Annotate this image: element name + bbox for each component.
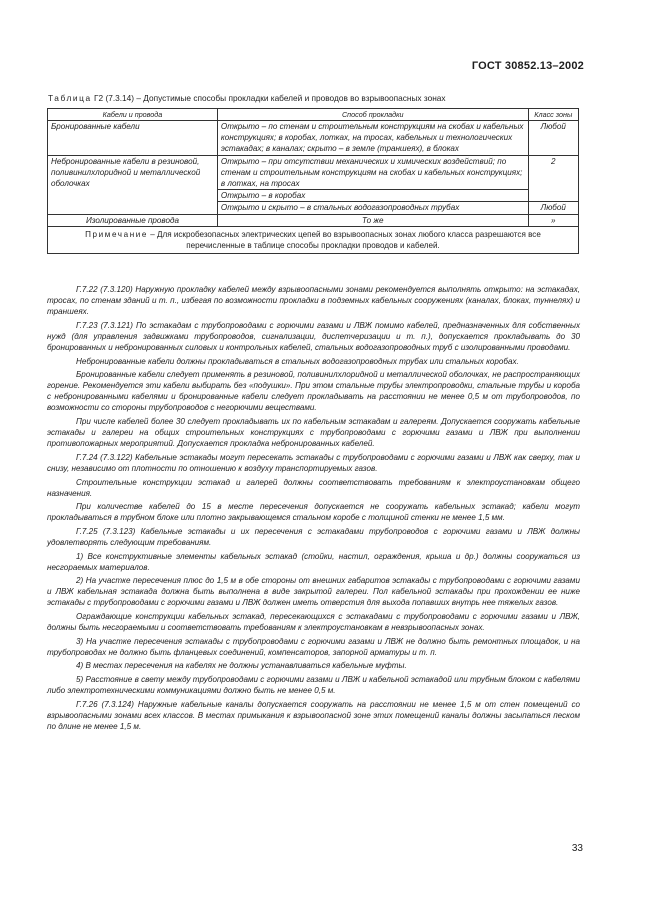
cell-cable-type: Изолированные провода xyxy=(48,214,218,226)
table-caption-title: Г2 (7.3.14) – Допустимые способы прокладки кабелей и проводов во взрывоопасных зонах xyxy=(91,93,446,103)
paragraph: Г.7.24 (7.3.122) Кабельные эстакады могут пересекать эстакады с трубопроводами с горючими газами и ЛВЖ как сверху, так и снизу, независимо от плотности по отношению к воздуху транспортируемых газов. xyxy=(47,452,580,473)
paragraph: При количестве кабелей до 15 в месте пересечения допускается не сооружать кабельных эстакад; кабели могут прокладываться в трубном блоке или плотно закрывающемся стальном коробе с толщиной стенки не менее 1,5 мм. xyxy=(47,502,580,523)
table-note-text: – Для искробезопасных электрических цепей во взрывоопасных зонах любого класса разрешаются все перечисленные в таблице способы прокладки проводов и кабелей. xyxy=(148,229,541,251)
document-body xyxy=(47,284,580,734)
paragraph: Строительные конструкции эстакад и галерей должны соответствовать требованиям к электроустановкам общего назначения. xyxy=(47,477,580,498)
paragraph: Г.7.22 (7.3.120) Наружную прокладку кабелей между взрывоопасными зонами рекомендуется выполнять открыто: на эстакадах, тросах, по стенам зданий и т. п., избегая по возможности прокладки в подземных кабельных сооружениях (каналах, блоках, туннелях) и траншеях. xyxy=(47,285,580,317)
paragraph: Г.7.25 (7.3.123) Кабельные эстакады и их пересечения с эстакадами трубопроводов с горючими газами и ЛВЖ должны удовлетворять следующим требованиям. xyxy=(47,526,580,547)
paragraph: 4) В местах пересечения на кабелях не должны устанавливаться кабельные муфты. xyxy=(76,661,407,671)
cell-routing-method: Открыто и скрыто – в стальных водогазопроводных трубах xyxy=(217,202,528,214)
column-header-zone: Класс зоны xyxy=(528,109,578,121)
page-number: 33 xyxy=(571,843,583,854)
column-header-method: Способ прокладки xyxy=(217,109,528,121)
paragraph: 1) Все конструктивные элементы кабельных эстакад (стойки, настил, ограждения, крыша и др.) должны сооружаться из несгораемых материалов. xyxy=(47,551,580,572)
cell-zone-class: 2 xyxy=(528,155,578,202)
table-note xyxy=(48,226,579,253)
paragraph: Небронированные кабели должны прокладываться в стальных водогазопроводных трубах или стальных коробах. xyxy=(76,356,519,366)
table-header-row xyxy=(48,109,579,121)
table-note-label: Примечание xyxy=(85,229,148,239)
cell-zone-class: » xyxy=(528,214,578,226)
paragraph: 3) На участке пересечения эстакады с трубопроводами с горючими газами и ЛВЖ не должно быть ремонтных площадок, и на трубопроводах не должно быть фланцевых соединений, компенсаторов, запорной арматуры и т. п. xyxy=(47,636,580,657)
paragraph: Ограждающие конструкции кабельных эстакад, пересекающихся с эстакадами с трубопроводами с горючими газами и ЛВЖ, должны быть несгораемыми и соответствовать требованиям к электроустановкам в невзрывоопасных зонах. xyxy=(47,612,580,633)
paragraph: Бронированные кабели следует применять в резиновой, поливинилхлоридной и металлической оболочках, не распространяющих горение. Рекомендуется эти кабели выбирать без «подушки». При этом стальные трубы электропроводки, стальные трубы и короба с небронированными кабелями и бронированные кабели следует прокладывать на расстоянии не менее 0,5 м от трубопроводов, по возможности со стороны трубопроводов с негорючими веществами. xyxy=(47,370,580,413)
cell-zone-class: Любой xyxy=(528,202,578,214)
cell-cable-type: Небронированные кабели в резиновой, поливинилхлоридной и металлической оболочках xyxy=(48,155,218,214)
cell-zone-class: Любой xyxy=(528,121,578,156)
paragraph: При числе кабелей более 30 следует прокладывать их по кабельным эстакадам и галереям. Допускается сооружать кабельные эстакады и галереи на общих строительных конструкциях с трубопроводами с горючими газами и ЛВЖ при выполнении противопожарных мероприятий. Допускается прокладка небронированных кабелей. xyxy=(47,417,580,449)
paragraph: Г.7.23 (7.3.121) По эстакадам с трубопроводами с горючими газами и ЛВЖ помимо кабелей, предназначенных для собственных нужд (для управления задвижками трубопроводов, сигнализации, диспетчеризации и т. п.), допускается прокладывать до 30 бронированных и небронированных силовых и контрольных кабелей, стальных водогазопроводных труб с изолированными проводами. xyxy=(47,320,580,352)
paragraph: 2) На участке пересечения плюс до 1,5 м в обе стороны от внешних габаритов эстакады с трубопроводами с горючими газами и ЛВЖ кабельная эстакада должна быть выполнена в виде закрытой галереи. Пол кабельной эстакады при прохождении ее ниже эстакады с трубопроводами с горючими газами и ЛВЖ должен иметь отверстия для выхода попавших внутрь нее тяжелых газов. xyxy=(47,576,580,608)
table-row xyxy=(48,121,579,156)
cable-routing-table xyxy=(47,108,579,254)
cell-cable-type: Бронированные кабели xyxy=(48,121,218,156)
document-code: ГОСТ 30852.13–2002 xyxy=(471,60,584,72)
cell-routing-method: Открыто – по стенам и строительным конструкциям на скобах и кабельных конструкциях; в коробах, лотках, на тросах, кабельных и технологических эстакадах; в каналах; скрыто – в земле (траншеях), в блоках xyxy=(217,121,528,156)
table-note-row xyxy=(48,226,579,253)
paragraph: 5) Расстояние в свету между трубопроводами с горючими газами и ЛВЖ и кабельной эстакадой или трубным блоком с кабелями либо электротехническими коммуникациями должно быть не менее 0,5 м. xyxy=(47,675,580,696)
table-row xyxy=(48,214,579,226)
column-header-cables: Кабели и провода xyxy=(48,109,218,121)
cell-routing-method: Открыто – в коробах xyxy=(217,190,528,202)
table-caption-label: Таблица xyxy=(48,93,92,103)
paragraph: Г.7.26 (7.3.124) Наружные кабельные каналы допускается сооружать на расстоянии не менее 1,5 м от стен помещений со взрывоопасными зонами всех классов. В местах примыкания к взрывоопасной зоне этих помещений каналы должны засыпаться песком по длине не менее 1,5 м. xyxy=(47,699,580,731)
cell-routing-method: То же xyxy=(217,214,528,226)
table-caption xyxy=(48,93,446,103)
cell-routing-method: Открыто – при отсутствии механических и химических воздействий; по стенам и строительным конструкциям на скобах и кабельных конструкциях; в лотках, на тросах xyxy=(217,155,528,190)
table-row xyxy=(48,155,579,190)
